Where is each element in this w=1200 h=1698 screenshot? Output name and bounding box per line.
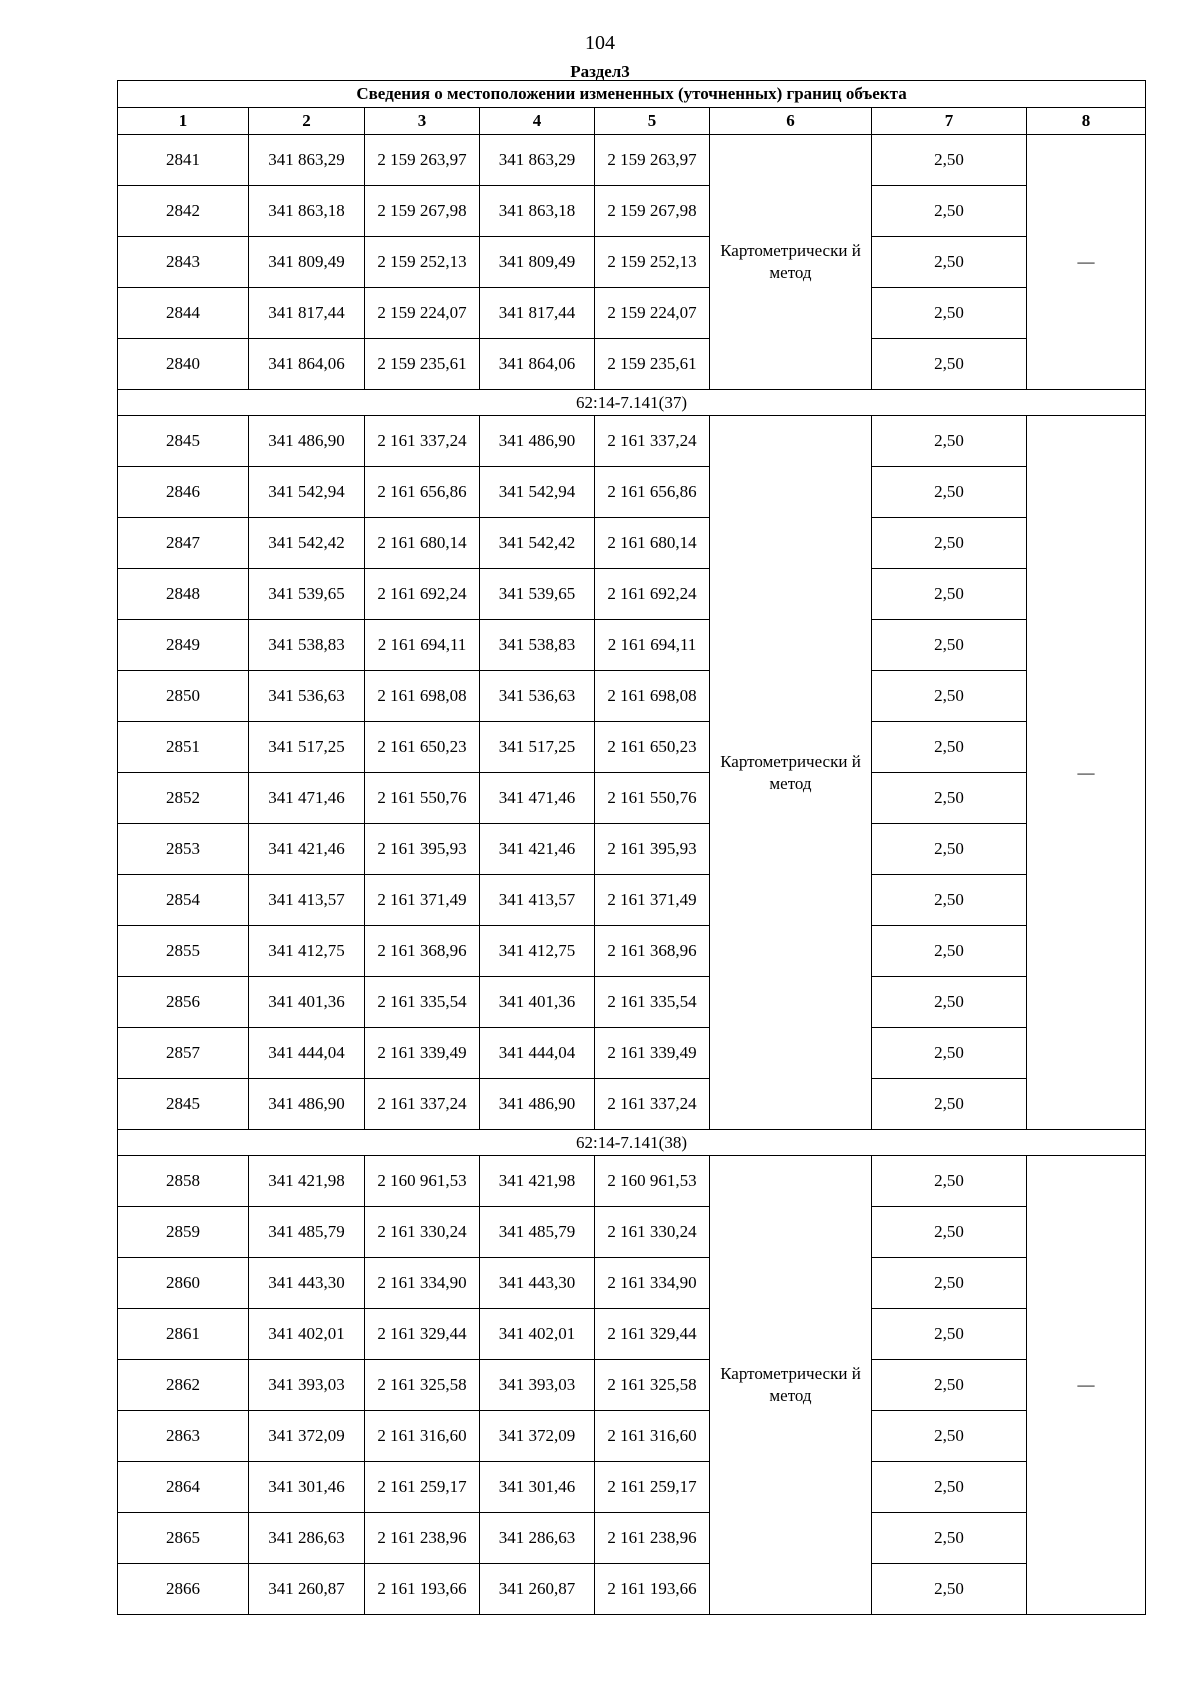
x-old-cell: 341 863,29 <box>249 135 365 186</box>
accuracy-cell: 2,50 <box>872 926 1027 977</box>
table-row <box>118 1513 1146 1564</box>
table-row <box>118 1156 1146 1207</box>
accuracy-cell: 2,50 <box>872 518 1027 569</box>
point-number-cell: 2843 <box>118 237 249 288</box>
accuracy-cell: 2,50 <box>872 186 1027 237</box>
y-new-cell: 2 161 238,96 <box>595 1513 710 1564</box>
x-new-cell: 341 538,83 <box>480 620 595 671</box>
x-old-cell: 341 444,04 <box>249 1028 365 1079</box>
column-number: 7 <box>872 108 1027 135</box>
group-header-row <box>118 1130 1146 1156</box>
y-new-cell: 2 159 235,61 <box>595 339 710 390</box>
point-number-cell: 2859 <box>118 1207 249 1258</box>
column-number: 2 <box>249 108 365 135</box>
x-new-cell: 341 443,30 <box>480 1258 595 1309</box>
point-number-cell: 2855 <box>118 926 249 977</box>
table-body <box>118 135 1146 1615</box>
accuracy-cell: 2,50 <box>872 1079 1027 1130</box>
y-old-cell: 2 159 252,13 <box>365 237 480 288</box>
point-number-cell: 2856 <box>118 977 249 1028</box>
column-number: 5 <box>595 108 710 135</box>
x-new-cell: 341 485,79 <box>480 1207 595 1258</box>
table-row <box>118 186 1146 237</box>
accuracy-cell: 2,50 <box>872 1411 1027 1462</box>
x-old-cell: 341 301,46 <box>249 1462 365 1513</box>
x-new-cell: 341 413,57 <box>480 875 595 926</box>
x-new-cell: 341 863,29 <box>480 135 595 186</box>
point-number-cell: 2861 <box>118 1309 249 1360</box>
y-old-cell: 2 159 263,97 <box>365 135 480 186</box>
y-new-cell: 2 161 325,58 <box>595 1360 710 1411</box>
table-row <box>118 824 1146 875</box>
x-old-cell: 341 517,25 <box>249 722 365 773</box>
y-old-cell: 2 161 259,17 <box>365 1462 480 1513</box>
column-numbers-row <box>118 108 1146 135</box>
y-old-cell: 2 161 334,90 <box>365 1258 480 1309</box>
accuracy-cell: 2,50 <box>872 773 1027 824</box>
description-cell: — <box>1027 135 1146 390</box>
column-number: 3 <box>365 108 480 135</box>
table-row <box>118 1258 1146 1309</box>
description-cell: — <box>1027 416 1146 1130</box>
point-number-cell: 2866 <box>118 1564 249 1615</box>
y-new-cell: 2 161 650,23 <box>595 722 710 773</box>
table-row <box>118 237 1146 288</box>
x-old-cell: 341 485,79 <box>249 1207 365 1258</box>
x-old-cell: 341 402,01 <box>249 1309 365 1360</box>
y-old-cell: 2 161 325,58 <box>365 1360 480 1411</box>
y-old-cell: 2 161 656,86 <box>365 467 480 518</box>
y-old-cell: 2 159 224,07 <box>365 288 480 339</box>
table-row <box>118 288 1146 339</box>
y-new-cell: 2 159 263,97 <box>595 135 710 186</box>
table-row <box>118 926 1146 977</box>
column-number: 4 <box>480 108 595 135</box>
point-number-cell: 2860 <box>118 1258 249 1309</box>
table-row <box>118 1079 1146 1130</box>
point-number-cell: 2854 <box>118 875 249 926</box>
method-cell: Картометрически й метод <box>710 416 872 1130</box>
table-row <box>118 977 1146 1028</box>
x-old-cell: 341 471,46 <box>249 773 365 824</box>
accuracy-cell: 2,50 <box>872 288 1027 339</box>
y-new-cell: 2 161 698,08 <box>595 671 710 722</box>
y-new-cell: 2 161 259,17 <box>595 1462 710 1513</box>
table-row <box>118 773 1146 824</box>
accuracy-cell: 2,50 <box>872 671 1027 722</box>
table-row <box>118 339 1146 390</box>
group-header-row <box>118 390 1146 416</box>
y-new-cell: 2 159 252,13 <box>595 237 710 288</box>
point-number-cell: 2845 <box>118 416 249 467</box>
x-old-cell: 341 542,94 <box>249 467 365 518</box>
point-number-cell: 2862 <box>118 1360 249 1411</box>
x-new-cell: 341 486,90 <box>480 1079 595 1130</box>
table-row <box>118 1028 1146 1079</box>
y-old-cell: 2 161 680,14 <box>365 518 480 569</box>
accuracy-cell: 2,50 <box>872 1360 1027 1411</box>
x-old-cell: 341 542,42 <box>249 518 365 569</box>
point-number-cell: 2863 <box>118 1411 249 1462</box>
x-old-cell: 341 372,09 <box>249 1411 365 1462</box>
y-new-cell: 2 161 368,96 <box>595 926 710 977</box>
accuracy-cell: 2,50 <box>872 339 1027 390</box>
y-old-cell: 2 161 650,23 <box>365 722 480 773</box>
page-number: 104 <box>585 32 615 54</box>
method-cell: Картометрически й метод <box>710 1156 872 1615</box>
table-row <box>118 1360 1146 1411</box>
y-old-cell: 2 160 961,53 <box>365 1156 480 1207</box>
table-row <box>118 620 1146 671</box>
y-old-cell: 2 161 692,24 <box>365 569 480 620</box>
point-number-cell: 2841 <box>118 135 249 186</box>
x-old-cell: 341 863,18 <box>249 186 365 237</box>
x-old-cell: 341 421,98 <box>249 1156 365 1207</box>
y-old-cell: 2 161 694,11 <box>365 620 480 671</box>
point-number-cell: 2865 <box>118 1513 249 1564</box>
point-number-cell: 2844 <box>118 288 249 339</box>
y-old-cell: 2 161 550,76 <box>365 773 480 824</box>
table-row <box>118 1564 1146 1615</box>
point-number-cell: 2848 <box>118 569 249 620</box>
point-number-cell: 2864 <box>118 1462 249 1513</box>
x-new-cell: 341 412,75 <box>480 926 595 977</box>
accuracy-cell: 2,50 <box>872 1258 1027 1309</box>
accuracy-cell: 2,50 <box>872 237 1027 288</box>
y-new-cell: 2 161 680,14 <box>595 518 710 569</box>
y-old-cell: 2 161 335,54 <box>365 977 480 1028</box>
y-new-cell: 2 161 694,11 <box>595 620 710 671</box>
group-label: 62:14-7.141(37) <box>118 390 1146 416</box>
accuracy-cell: 2,50 <box>872 416 1027 467</box>
column-number: 6 <box>710 108 872 135</box>
x-new-cell: 341 402,01 <box>480 1309 595 1360</box>
y-old-cell: 2 161 395,93 <box>365 824 480 875</box>
y-new-cell: 2 161 550,76 <box>595 773 710 824</box>
point-number-cell: 2851 <box>118 722 249 773</box>
x-new-cell: 341 817,44 <box>480 288 595 339</box>
y-new-cell: 2 161 339,49 <box>595 1028 710 1079</box>
point-number-cell: 2846 <box>118 467 249 518</box>
table-row <box>118 1462 1146 1513</box>
y-old-cell: 2 161 698,08 <box>365 671 480 722</box>
y-new-cell: 2 161 371,49 <box>595 875 710 926</box>
x-new-cell: 341 809,49 <box>480 237 595 288</box>
x-new-cell: 341 542,94 <box>480 467 595 518</box>
table-row <box>118 569 1146 620</box>
x-new-cell: 341 542,42 <box>480 518 595 569</box>
method-cell: Картометрически й метод <box>710 135 872 390</box>
accuracy-cell: 2,50 <box>872 1462 1027 1513</box>
y-new-cell: 2 161 337,24 <box>595 1079 710 1130</box>
x-old-cell: 341 286,63 <box>249 1513 365 1564</box>
table-row <box>118 467 1146 518</box>
y-old-cell: 2 161 337,24 <box>365 1079 480 1130</box>
point-number-cell: 2850 <box>118 671 249 722</box>
accuracy-cell: 2,50 <box>872 1156 1027 1207</box>
x-old-cell: 341 539,65 <box>249 569 365 620</box>
y-old-cell: 2 161 193,66 <box>365 1564 480 1615</box>
x-old-cell: 341 443,30 <box>249 1258 365 1309</box>
y-new-cell: 2 161 692,24 <box>595 569 710 620</box>
x-new-cell: 341 421,46 <box>480 824 595 875</box>
table-row <box>118 518 1146 569</box>
coordinates-table <box>117 80 1146 1615</box>
x-old-cell: 341 421,46 <box>249 824 365 875</box>
x-new-cell: 341 539,65 <box>480 569 595 620</box>
x-old-cell: 341 260,87 <box>249 1564 365 1615</box>
column-number: 1 <box>118 108 249 135</box>
y-new-cell: 2 161 337,24 <box>595 416 710 467</box>
y-old-cell: 2 159 235,61 <box>365 339 480 390</box>
accuracy-cell: 2,50 <box>872 1207 1027 1258</box>
x-old-cell: 341 536,63 <box>249 671 365 722</box>
x-new-cell: 341 301,46 <box>480 1462 595 1513</box>
x-old-cell: 341 486,90 <box>249 416 365 467</box>
x-new-cell: 341 486,90 <box>480 416 595 467</box>
x-new-cell: 341 863,18 <box>480 186 595 237</box>
x-old-cell: 341 538,83 <box>249 620 365 671</box>
x-new-cell: 341 517,25 <box>480 722 595 773</box>
y-old-cell: 2 159 267,98 <box>365 186 480 237</box>
x-old-cell: 341 413,57 <box>249 875 365 926</box>
table-row <box>118 1207 1146 1258</box>
accuracy-cell: 2,50 <box>872 467 1027 518</box>
accuracy-cell: 2,50 <box>872 135 1027 186</box>
accuracy-cell: 2,50 <box>872 1028 1027 1079</box>
x-old-cell: 341 393,03 <box>249 1360 365 1411</box>
accuracy-cell: 2,50 <box>872 1309 1027 1360</box>
y-new-cell: 2 161 656,86 <box>595 467 710 518</box>
point-number-cell: 2852 <box>118 773 249 824</box>
y-old-cell: 2 161 368,96 <box>365 926 480 977</box>
accuracy-cell: 2,50 <box>872 1513 1027 1564</box>
table-row <box>118 1309 1146 1360</box>
x-old-cell: 341 809,49 <box>249 237 365 288</box>
y-new-cell: 2 161 329,44 <box>595 1309 710 1360</box>
point-number-cell: 2849 <box>118 620 249 671</box>
x-new-cell: 341 536,63 <box>480 671 595 722</box>
table-row <box>118 135 1146 186</box>
table-row <box>118 875 1146 926</box>
point-number-cell: 2853 <box>118 824 249 875</box>
y-old-cell: 2 161 330,24 <box>365 1207 480 1258</box>
accuracy-cell: 2,50 <box>872 977 1027 1028</box>
y-new-cell: 2 161 330,24 <box>595 1207 710 1258</box>
y-new-cell: 2 161 334,90 <box>595 1258 710 1309</box>
x-old-cell: 341 401,36 <box>249 977 365 1028</box>
accuracy-cell: 2,50 <box>872 620 1027 671</box>
x-new-cell: 341 444,04 <box>480 1028 595 1079</box>
table-row <box>118 1411 1146 1462</box>
description-cell: — <box>1027 1156 1146 1615</box>
x-new-cell: 341 260,87 <box>480 1564 595 1615</box>
x-old-cell: 341 817,44 <box>249 288 365 339</box>
point-number-cell: 2858 <box>118 1156 249 1207</box>
y-old-cell: 2 161 339,49 <box>365 1028 480 1079</box>
y-new-cell: 2 161 395,93 <box>595 824 710 875</box>
y-new-cell: 2 161 316,60 <box>595 1411 710 1462</box>
y-new-cell: 2 159 267,98 <box>595 186 710 237</box>
accuracy-cell: 2,50 <box>872 824 1027 875</box>
y-old-cell: 2 161 371,49 <box>365 875 480 926</box>
point-number-cell: 2857 <box>118 1028 249 1079</box>
table-title: Сведения о местоположении измененных (уточненных) границ объекта <box>118 81 1146 108</box>
point-number-cell: 2842 <box>118 186 249 237</box>
section-title: Раздел3 <box>570 62 630 81</box>
x-new-cell: 341 401,36 <box>480 977 595 1028</box>
x-new-cell: 341 864,06 <box>480 339 595 390</box>
x-new-cell: 341 393,03 <box>480 1360 595 1411</box>
x-old-cell: 341 486,90 <box>249 1079 365 1130</box>
table-row <box>118 671 1146 722</box>
accuracy-cell: 2,50 <box>872 722 1027 773</box>
point-number-cell: 2840 <box>118 339 249 390</box>
y-new-cell: 2 160 961,53 <box>595 1156 710 1207</box>
point-number-cell: 2845 <box>118 1079 249 1130</box>
x-old-cell: 341 412,75 <box>249 926 365 977</box>
y-old-cell: 2 161 337,24 <box>365 416 480 467</box>
y-old-cell: 2 161 316,60 <box>365 1411 480 1462</box>
y-new-cell: 2 159 224,07 <box>595 288 710 339</box>
y-new-cell: 2 161 193,66 <box>595 1564 710 1615</box>
x-new-cell: 341 471,46 <box>480 773 595 824</box>
y-old-cell: 2 161 329,44 <box>365 1309 480 1360</box>
y-old-cell: 2 161 238,96 <box>365 1513 480 1564</box>
column-number: 8 <box>1027 108 1146 135</box>
x-new-cell: 341 421,98 <box>480 1156 595 1207</box>
table-row <box>118 722 1146 773</box>
y-new-cell: 2 161 335,54 <box>595 977 710 1028</box>
accuracy-cell: 2,50 <box>872 875 1027 926</box>
point-number-cell: 2847 <box>118 518 249 569</box>
group-label: 62:14-7.141(38) <box>118 1130 1146 1156</box>
x-new-cell: 341 372,09 <box>480 1411 595 1462</box>
accuracy-cell: 2,50 <box>872 1564 1027 1615</box>
x-old-cell: 341 864,06 <box>249 339 365 390</box>
accuracy-cell: 2,50 <box>872 569 1027 620</box>
table-row <box>118 416 1146 467</box>
x-new-cell: 341 286,63 <box>480 1513 595 1564</box>
